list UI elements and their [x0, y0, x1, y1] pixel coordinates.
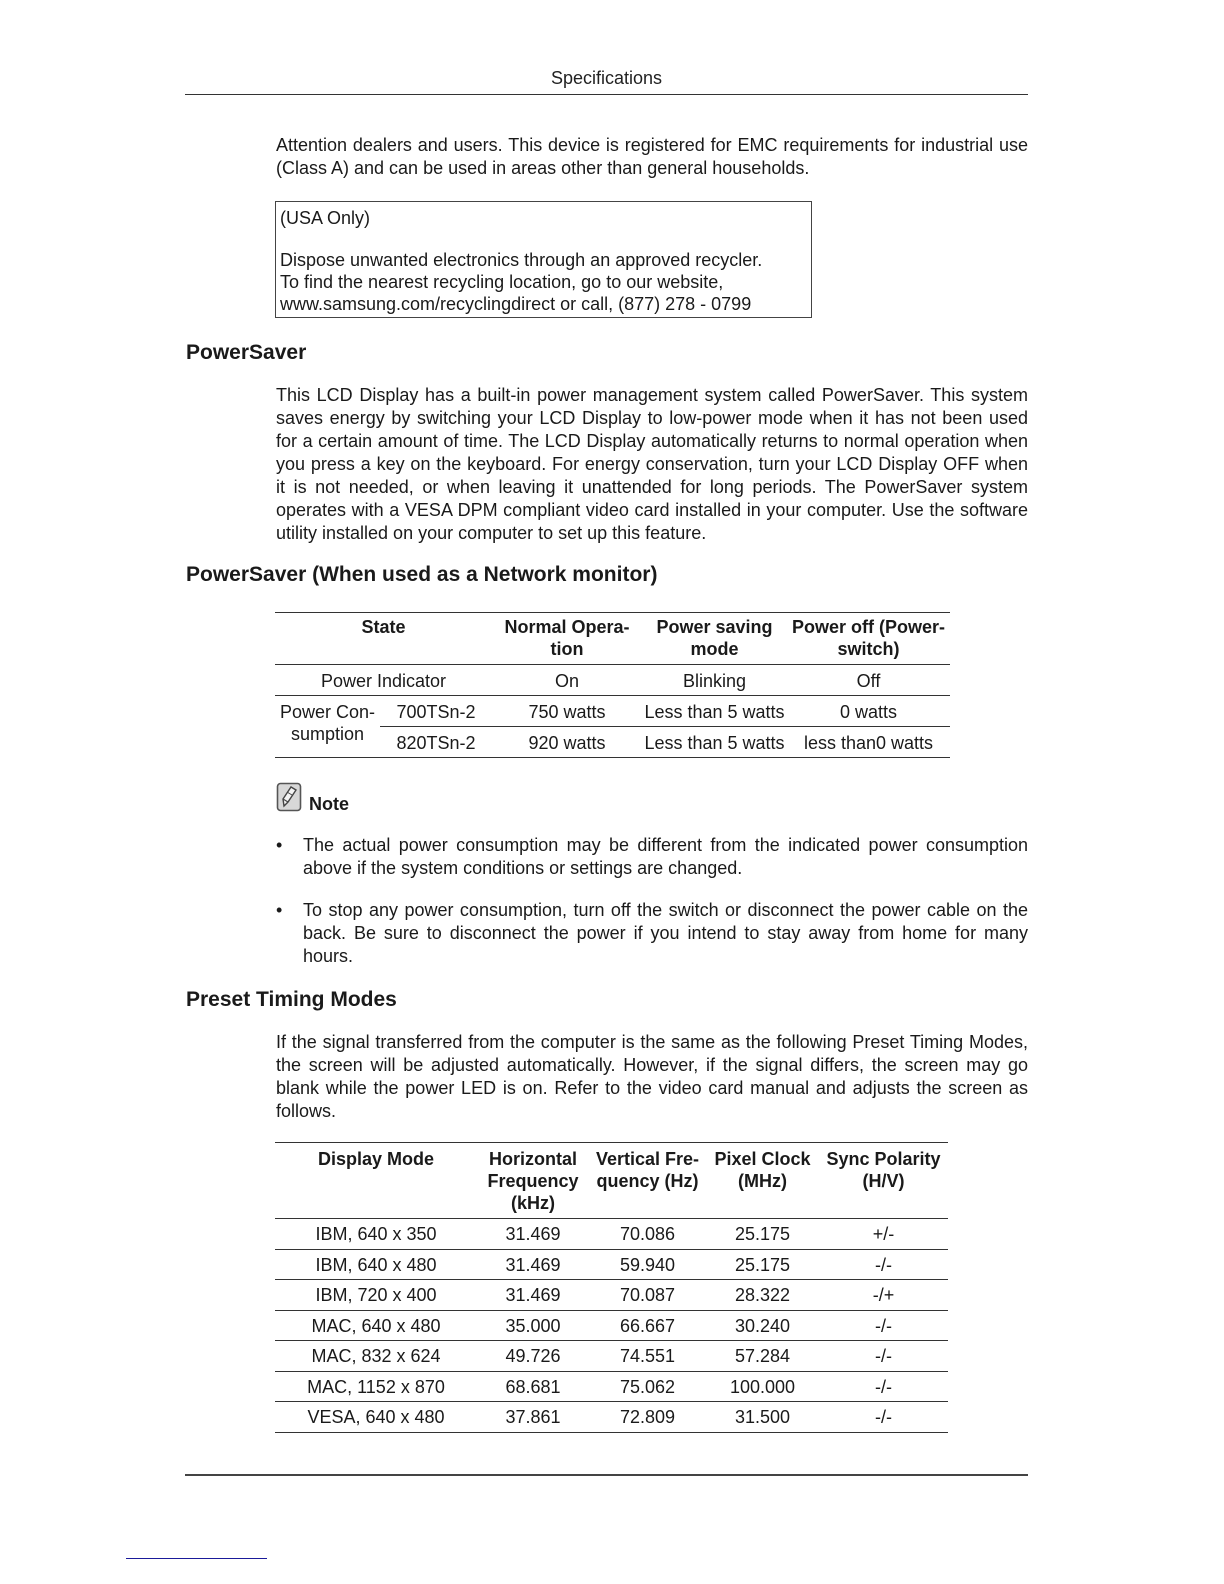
- note-text: To stop any power consumption, turn off the switch or disconnect the power cable on the back. Be sure to disconnect the power if you intend to stay away from home for many hours.: [303, 900, 1028, 966]
- table-row: [275, 696, 950, 727]
- table-cell: less than0 watts: [803, 733, 934, 753]
- table-cell: 25.175: [734, 1224, 791, 1245]
- table-cell: 72.809: [619, 1407, 676, 1428]
- table-cell: 57.284: [734, 1346, 791, 1367]
- table-row: [275, 1310, 948, 1341]
- table-cell: Less than 5 watts: [644, 733, 785, 753]
- table-cell: 70.086: [619, 1224, 676, 1245]
- column-header: Display Mode: [317, 1149, 435, 1169]
- display-mode-cell: IBM, 640 x 480: [315, 1254, 437, 1275]
- section-heading-powersaver: PowerSaver: [186, 341, 307, 364]
- table-cell: Blinking: [682, 671, 747, 691]
- table-cell: 31.469: [505, 1285, 561, 1306]
- note-bullet-list: [276, 834, 1028, 968]
- row-label: Power Con- sumption: [279, 702, 376, 744]
- table-cell: 31.469: [505, 1224, 561, 1245]
- section-heading-preset-timing: Preset Timing Modes: [186, 988, 397, 1011]
- column-header: Normal Opera- tion: [504, 617, 630, 659]
- note-text: The actual power consumption may be different from the indicated power consumption above if the system conditions or settings are changed.: [303, 835, 1028, 878]
- table-cell: +/-: [872, 1224, 895, 1245]
- table-cell: Less than 5 watts: [644, 702, 785, 722]
- table-cell: Off: [856, 671, 881, 691]
- display-mode-cell: MAC, 640 x 480: [311, 1315, 441, 1336]
- notice-line: To find the nearest recycling location, go to our website,: [280, 272, 724, 292]
- display-mode-cell: MAC, 1152 x 870: [307, 1376, 445, 1397]
- table-header-row: [275, 613, 950, 665]
- table-row: [275, 1249, 948, 1280]
- notice-line: Dispose unwanted electronics through an approved recycler.: [280, 250, 763, 270]
- table-cell: 66.667: [619, 1315, 676, 1336]
- table-cell: 68.681: [505, 1376, 561, 1397]
- row-label: Power Indicator: [320, 671, 447, 691]
- table-cell: -/+: [872, 1285, 895, 1306]
- column-header: Sync Polarity (H/V): [826, 1149, 941, 1191]
- column-header: Pixel Clock (MHz): [714, 1149, 811, 1191]
- note-bullet-item: [276, 899, 1028, 968]
- column-header: Power off (Power-switch): [791, 617, 945, 659]
- table-cell: -/-: [875, 1376, 892, 1397]
- note-pencil-icon: [276, 782, 302, 810]
- table-row: [275, 1341, 948, 1372]
- display-mode-cell: VESA, 640 x 480: [307, 1407, 445, 1428]
- column-header: Horizontal Frequency (kHz): [487, 1149, 579, 1213]
- table-cell: 31.500: [734, 1407, 791, 1428]
- table-cell: 30.240: [734, 1315, 791, 1336]
- bullet-icon: •: [276, 900, 283, 920]
- page-header-title: Specifications: [550, 68, 663, 88]
- table-cell: 59.940: [619, 1254, 676, 1275]
- table-cell: -/-: [875, 1346, 892, 1367]
- column-header: Vertical Fre- quency (Hz): [595, 1149, 700, 1191]
- model-cell: 820TSn-2: [396, 733, 476, 753]
- table-cell: 37.861: [505, 1407, 561, 1428]
- table-cell: 100.000: [729, 1376, 796, 1397]
- table-cell: -/-: [875, 1315, 892, 1336]
- table-cell: 750 watts: [528, 702, 606, 722]
- note-label: Note: [309, 794, 349, 814]
- model-cell: 700TSn-2: [396, 702, 476, 722]
- table-header-row: [275, 1143, 948, 1219]
- table-cell: 74.551: [619, 1346, 676, 1367]
- table-cell: -/-: [875, 1254, 892, 1275]
- table-row: [275, 1402, 948, 1433]
- powersaver-paragraph: This LCD Display has a built-in power management system called PowerSaver. This system saves energy by switching your LCD Display to low-power mode when it has not been used for a certain amount of time. The LCD Display automatically returns to normal operation when you press a key on the keyboard. For energy conservation, turn your LCD Display OFF when it is not needed, or when leaving it unattended for long periods. The PowerSaver system operates with a VESA DPM compliant video card installed in your computer. Use the software utility installed on your computer to set up this feature.: [276, 385, 1028, 543]
- table-cell: -/-: [875, 1407, 892, 1428]
- column-header: Power saving mode: [656, 617, 773, 659]
- recycling-notice-box: [275, 201, 812, 318]
- table-cell: 31.469: [505, 1254, 561, 1275]
- table-row: [275, 1219, 948, 1250]
- table-cell: 70.087: [619, 1285, 676, 1306]
- display-mode-cell: IBM, 720 x 400: [315, 1285, 437, 1306]
- header-divider: [185, 94, 1028, 95]
- table-cell: 35.000: [505, 1315, 561, 1336]
- preset-timing-paragraph: If the signal transferred from the computer is the same as the following Preset Timing Modes, the screen will be adjusted automatically. However, if the signal differs, the screen may go blank while the power LED is on. Refer to the video card manual and adjusts the screen as follows.: [276, 1032, 1028, 1121]
- attention-paragraph: Attention dealers and users. This device is registered for EMC requirements for industrial use (Class A) and can be used in areas other than general households.: [276, 135, 1028, 178]
- table-cell: On: [554, 671, 579, 691]
- table-cell: 25.175: [734, 1254, 791, 1275]
- power-state-table: [275, 612, 950, 758]
- table-cell: 49.726: [505, 1346, 561, 1367]
- footnote-link-underline: [126, 1558, 267, 1559]
- display-mode-cell: MAC, 832 x 624: [311, 1346, 441, 1367]
- notice-line: www.samsung.com/recyclingdirect or call, (877) 278 - 0799: [280, 294, 752, 314]
- display-mode-cell: IBM, 640 x 350: [315, 1224, 437, 1245]
- table-row: [275, 665, 950, 696]
- table-row: [275, 1371, 948, 1402]
- bullet-icon: •: [276, 835, 283, 855]
- column-header: State: [361, 617, 406, 637]
- table-row: [275, 1280, 948, 1311]
- table-cell: 0 watts: [839, 702, 898, 722]
- footer-divider: [185, 1474, 1028, 1476]
- preset-timing-table: [275, 1142, 948, 1433]
- table-cell: 920 watts: [528, 733, 606, 753]
- notice-title: (USA Only): [280, 208, 371, 228]
- note-bullet-item: [276, 834, 1028, 880]
- section-heading-network-powersaver: PowerSaver (When used as a Network monitor): [186, 563, 658, 586]
- table-cell: 75.062: [619, 1376, 676, 1397]
- table-cell: 28.322: [734, 1285, 791, 1306]
